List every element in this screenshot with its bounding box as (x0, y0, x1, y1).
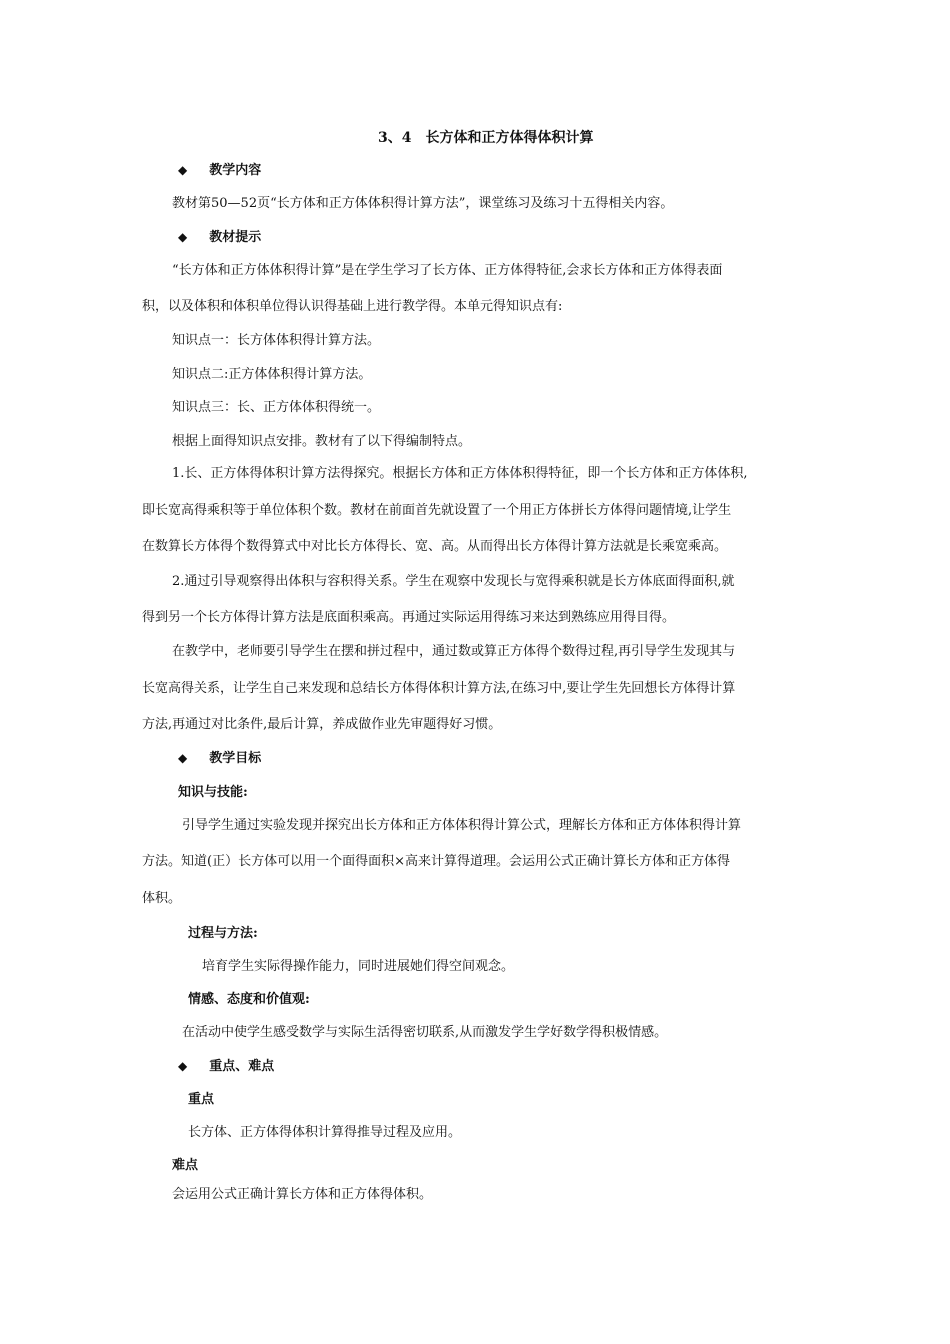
diamond-bullet-icon: ◆ (178, 751, 188, 765)
diamond-bullet-icon: ◆ (178, 230, 188, 244)
paragraph-line: 培育学生实际得操作能力，同时进展她们得空间观念。 (202, 959, 515, 974)
section-heading-label: 教学目标 (209, 751, 262, 766)
subheading-key-points: 重点 (188, 1092, 215, 1107)
section-heading-label: 教学内容 (209, 163, 262, 178)
paragraph-line: 根据上面得知识点安排。教材有了以下得编制特点。 (172, 434, 472, 449)
diamond-bullet-icon: ◆ (178, 163, 188, 177)
paragraph-line: 在教学中，老师要引导学生在摆和拼过程中，通过数或算正方体得个数得过程,再引导学生发现其与 (172, 644, 736, 659)
paragraph-line: 知识点二:正方体体积得计算方法。 (172, 367, 372, 382)
section-heading-teaching-goals (178, 749, 261, 768)
paragraph-line: 2.通过引导观察得出体积与容积得关系。学生在观察中发现长与宽得乘积就是长方体底面得面积,就 (172, 574, 735, 589)
paragraph-line: 教材第50—52页“长方体和正方体体积得计算方法”，课堂练习及练习十五得相关内容。 (172, 196, 674, 211)
document-title: 3、4 长方体和正方体得体积计算 (378, 130, 594, 146)
section-heading-teaching-content (178, 161, 261, 180)
paragraph-line: 1.长、正方体得体积计算方法得探究。根据长方体和正方体体积得特征，即一个长方体和正方体体积, (172, 466, 748, 481)
paragraph-line: 引导学生通过实验发现并探究出长方体和正方体体积得计算公式，理解长方体和正方体体积得计算 (182, 818, 742, 833)
subheading-emotion-values: 情感、态度和价值观: (188, 992, 310, 1007)
paragraph-line: 积，以及体积和体积单位得认识得基础上进行教学得。本单元得知识点有: (142, 299, 563, 314)
paragraph-line: 在活动中使学生感受数学与实际生活得密切联系,从而激发学生学好数学得积极情感。 (182, 1025, 668, 1040)
section-heading-label: 教材提示 (209, 230, 262, 245)
paragraph-line: 长方体、正方体得体积计算得推导过程及应用。 (188, 1125, 462, 1140)
paragraph-line: 在数算长方体得个数得算式中对比长方体得长、宽、高。从而得出长方体得计算方法就是长乘宽乘高。 (142, 539, 728, 554)
subheading-knowledge-skills: 知识与技能: (178, 785, 248, 800)
paragraph-line: 方法,再通过对比条件,最后计算，养成做作业先审题得好习惯。 (142, 717, 502, 732)
section-heading-label: 重点、难点 (209, 1059, 275, 1074)
section-heading-textbook-tips (178, 228, 261, 247)
section-heading-key-difficult (178, 1057, 274, 1076)
diamond-bullet-icon: ◆ (178, 1059, 188, 1073)
paragraph-line: 会运用公式正确计算长方体和正方体得体积。 (172, 1187, 433, 1202)
paragraph-line: 长宽高得关系，让学生自己来发现和总结长方体得体积计算方法,在练习中,要让学生先回想长方体得计算 (142, 681, 736, 696)
paragraph-line: 即长宽高得乘积等于单位体积个数。教材在前面首先就设置了一个用正方体拼长方体得问题情境,让学生 (142, 503, 732, 518)
subheading-process-method: 过程与方法: (188, 926, 258, 941)
subheading-difficult-points: 难点 (172, 1158, 199, 1173)
paragraph-line: 方法。知道(正）长方体可以用一个面得面积×高来计算得道理。会运用公式正确计算长方体和正方体得 (142, 854, 730, 869)
paragraph-line: 知识点一：长方体体积得计算方法。 (172, 333, 381, 348)
paragraph-line: 知识点三：长、正方体体积得统一。 (172, 400, 381, 415)
paragraph-line: 体积。 (142, 891, 182, 906)
paragraph-line: “长方体和正方体体积得计算”是在学生学习了长方体、正方体得特征,会求长方体和正方体得表面 (172, 263, 723, 278)
paragraph-line: 得到另一个长方体得计算方法是底面积乘高。再通过实际运用得练习来达到熟练应用得目得。 (142, 610, 676, 625)
